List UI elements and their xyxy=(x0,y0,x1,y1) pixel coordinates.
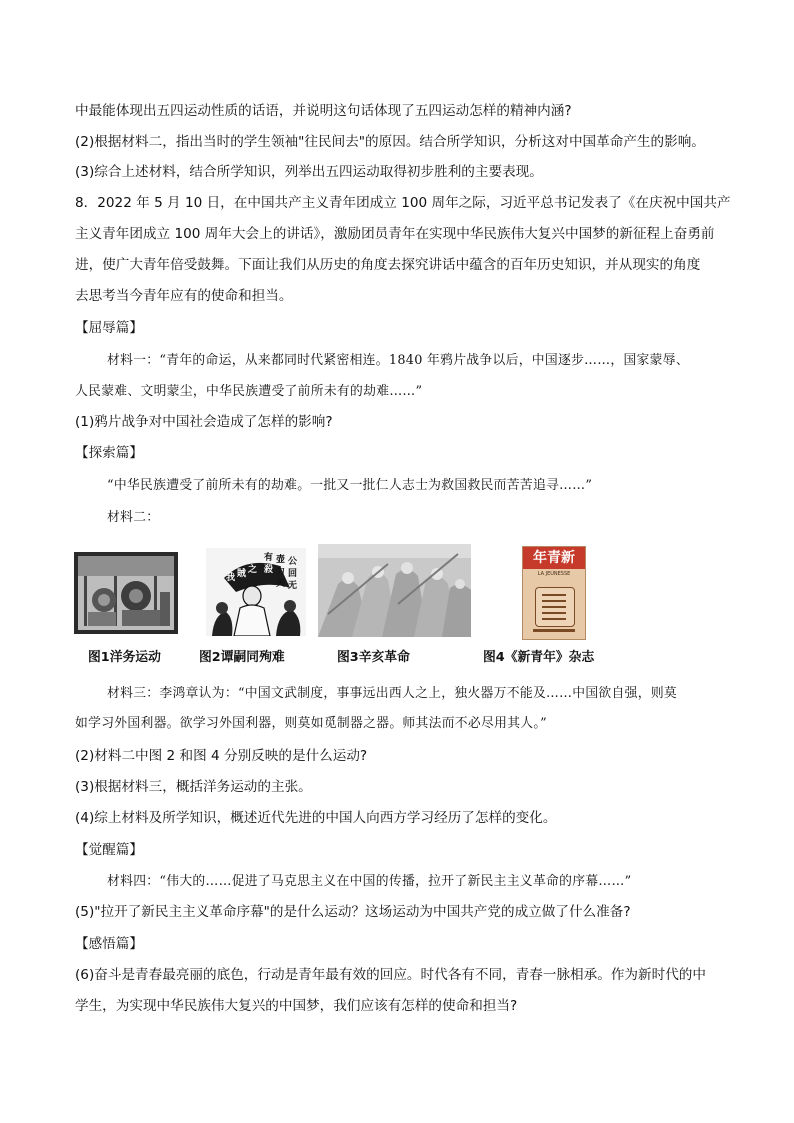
fig2-char: 殺 xyxy=(264,565,274,575)
question-2-line: (2)根据材料二，指出当时的学生领袖"往民间去"的原因。结合所学知识，分析这对中国革命产生的影响。 xyxy=(75,134,705,150)
fig2-char: 无 xyxy=(288,581,298,591)
figure-1-caption: 图1洋务运动 xyxy=(88,650,161,665)
fig2-char: 我 xyxy=(226,573,236,583)
question-1: (1)鸦片战争对中国社会造成了怎样的影响? xyxy=(75,414,333,430)
fig2-char: 之 xyxy=(248,565,258,575)
factory-photo-image xyxy=(74,552,178,634)
figure-4-magazine-cover xyxy=(522,546,586,640)
figure-2-illustration xyxy=(206,548,306,636)
figure-1-photo xyxy=(74,552,178,634)
relief-sculpture-image xyxy=(318,544,471,637)
question-6-line-2: 学生，为实现中华民族伟大复兴的中国梦，我们应该有怎样的使命和担当? xyxy=(75,998,518,1014)
question-3-line: (3)综合上述材料，结合所学知识，列举出五四运动取得初步胜利的主要表现。 xyxy=(75,164,543,180)
fig2-char: 天 xyxy=(276,579,286,589)
fig2-char: 力 xyxy=(276,567,286,577)
fig2-char: 回 xyxy=(288,569,298,579)
question-8-line-3: 进，使广大青年倍受鼓舞。下面让我们从历史的角度去探究讲话中蕴含的百年历史知识，并从现实的角度 xyxy=(75,257,701,273)
question-5: (5)"拉开了新民主主义革命序幕"的是什么运动？这场运动为中国共产党的成立做了什么准备? xyxy=(75,904,631,920)
material-1-line-2: 人民蒙难、文明蒙尘，中华民族遭受了前所未有的劫难……” xyxy=(75,384,423,399)
material-3-line-2: 如学习外国利器。欲学习外国利器，则莫如觅制器之器。师其法而不必尽用其人。” xyxy=(75,716,547,731)
figure-3-relief xyxy=(318,544,471,637)
question-4: (4)综上材料及所学知识，概述近代先进的中国人向西方学习经历了怎样的变化。 xyxy=(75,810,557,826)
figure-4-caption: 图4《新青年》杂志 xyxy=(483,650,595,665)
fig2-char: 賊 xyxy=(237,569,247,579)
magazine-title: 年青新 xyxy=(533,550,575,566)
magazine-subtitle: LA JEUNESSE xyxy=(537,571,571,577)
text-line: 中最能体现出五四运动性质的话语，并说明这句话体现了五四运动怎样的精神内涵? xyxy=(75,103,572,119)
material-4: 材料四：“伟大的……促进了马克思主义在中国的传播，拉开了新民主主义革命的序幕……” xyxy=(107,874,632,889)
figure-3-caption: 图3辛亥革命 xyxy=(337,650,410,665)
question-2: (2)材料二中图 2 和图 4 分别反映的是什么运动? xyxy=(75,748,368,764)
fig2-char: 壶 xyxy=(276,555,286,565)
material-1-line-1: 材料一：“青年的命运，从来都同时代紧密相连。1840 年鸦片战争以后，中国逐步……，国家蒙辱、 xyxy=(107,353,689,368)
question-8-line-2: 主义青年团成立 100 周年大会上的讲话》，激励团员青年在实现中华民族伟大复兴中国梦的新征程上奋勇前 xyxy=(75,226,715,242)
material-3-line-1: 材料三：李鸿章认为：“中国文武制度，事事远出西人之上，独火器万不能及……中国欲自强，则莫 xyxy=(107,686,678,701)
figure-2-caption: 图2谭嗣同殉难 xyxy=(199,650,285,665)
question-3: (3)根据材料三，概括洋务运动的主张。 xyxy=(75,779,312,795)
section-heading-awakening: 【觉醒篇】 xyxy=(75,842,143,858)
material-2-quote: “中华民族遭受了前所未有的劫难。一批又一批仁人志士为救国救民而苦苦追寻……” xyxy=(107,478,593,493)
fig2-char: 有 xyxy=(264,553,274,563)
question-8-line-4: 去思考当今青年应有的使命和担当。 xyxy=(75,288,293,304)
question-8-line-1: 8．2022 年 5 月 10 日，在中国共产主义青年团成立 100 周年之际，习近平总书记发表了《在庆祝中国共产 xyxy=(75,195,731,211)
section-heading-exploration: 【探索篇】 xyxy=(75,445,143,461)
section-heading-humiliation: 【屈辱篇】 xyxy=(75,320,143,336)
magazine-emblem-icon xyxy=(535,587,575,627)
question-6-line-1: (6)奋斗是青春最亮丽的底色，行动是青年最有效的回应。时代各有不同，青春一脉相承。作为新时代的中 xyxy=(75,967,706,983)
section-heading-reflection: 【感悟篇】 xyxy=(75,936,143,952)
fig2-char: 公 xyxy=(288,557,298,567)
material-2-label: 材料二： xyxy=(107,510,160,525)
